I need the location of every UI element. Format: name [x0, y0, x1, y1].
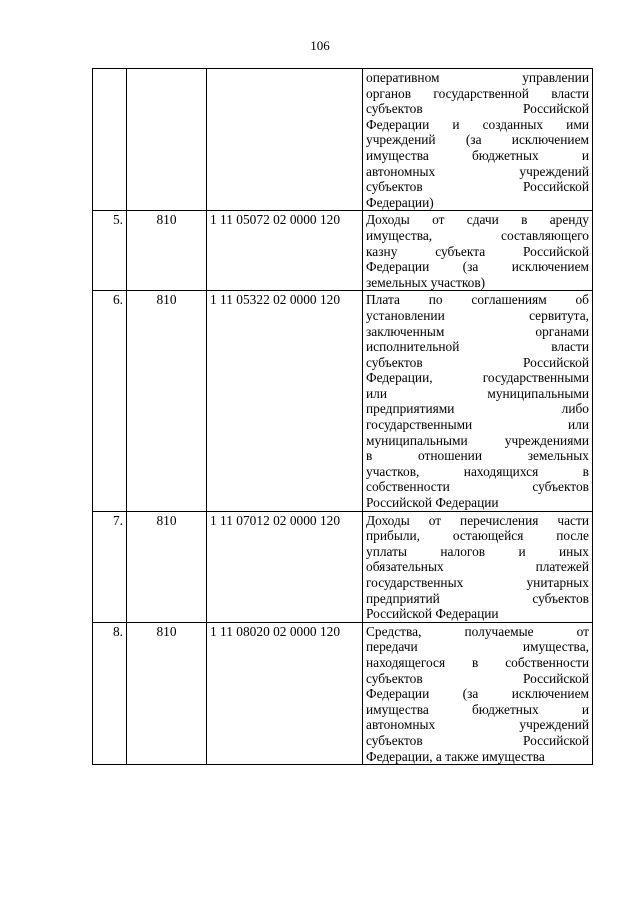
- budget-classification-code-cell: 1 11 08020 02 0000 120: [207, 622, 363, 764]
- revenue-description-cell: [363, 291, 593, 511]
- description-line: исполнительной власти: [366, 339, 589, 355]
- administrator-code-cell: 810: [127, 622, 207, 764]
- description-line: государственными или: [366, 417, 589, 433]
- description-line: государственных унитарных: [366, 575, 589, 590]
- budget-classification-code-cell: 1 11 05072 02 0000 120: [207, 211, 363, 291]
- description-line: находящегося в собственности: [366, 654, 589, 670]
- administrator-code-cell: 810: [127, 211, 207, 291]
- description-line: оперативном управлении: [366, 70, 589, 85]
- description-line: Российской Федерации: [366, 495, 499, 511]
- description-line: Федерации и созданных ими: [366, 116, 589, 132]
- description-line: казну субъекта Российской: [366, 243, 589, 259]
- description-line: участков, находящихся в: [366, 463, 589, 479]
- description-line: предприятий субъектов: [366, 590, 589, 606]
- description-line: имущества бюджетных и: [366, 147, 589, 163]
- description-line: Доходы от перечисления части: [366, 512, 589, 528]
- description-line: Средства, получаемые от: [366, 623, 589, 639]
- budget-classification-code-cell: 1 11 07012 02 0000 120: [207, 511, 363, 622]
- description-line: имущества бюджетных и: [366, 701, 589, 717]
- description-line: прибыли, остающейся после: [366, 528, 589, 544]
- description-line: субъектов Российской: [366, 732, 589, 748]
- administrator-code-cell: 810: [127, 291, 207, 511]
- description-line: Федерации): [366, 194, 434, 210]
- description-line: автономных учреждений: [366, 163, 589, 179]
- description-line: Доходы от сдачи в аренду: [366, 212, 589, 228]
- description-line: учреждений (за исключением: [366, 132, 589, 148]
- description-line: предприятиями либо: [366, 401, 589, 417]
- revenue-description-cell: [363, 622, 593, 764]
- row-number-cell: [93, 69, 127, 211]
- row-number-cell: 5.: [93, 211, 127, 291]
- table-row: [93, 511, 593, 622]
- description-line: земельных участков): [366, 274, 486, 290]
- budget-classification-code-cell: 1 11 05322 02 0000 120: [207, 291, 363, 511]
- description-line: субъектов Российской: [366, 101, 589, 117]
- description-line: субъектов Российской: [366, 179, 589, 195]
- description-line: субъектов Российской: [366, 670, 589, 686]
- description-line: органов государственной власти: [366, 85, 589, 101]
- page-number: 106: [310, 38, 330, 53]
- description-line: обязательных платежей: [366, 559, 589, 575]
- row-number-cell: 7.: [93, 511, 127, 622]
- description-line: Российской Федерации: [366, 606, 499, 622]
- administrator-code-cell: 810: [127, 511, 207, 622]
- table-row: [93, 69, 593, 211]
- row-number-cell: 6.: [93, 291, 127, 511]
- row-number-cell: 8.: [93, 622, 127, 764]
- table-row: [93, 622, 593, 764]
- description-line: Плата по соглашениям об: [366, 292, 589, 308]
- revenue-description-cell: [363, 69, 593, 211]
- revenue-description-cell: [363, 511, 593, 622]
- description-line: Федерации, а также имущества: [366, 748, 545, 764]
- description-line: Федерации (за исключением: [366, 259, 589, 275]
- description-line: имущества, составляющего: [366, 227, 589, 243]
- description-line: заключенным органами: [366, 323, 589, 339]
- description-line: Федерации (за исключением: [366, 686, 589, 702]
- description-line: установлении сервитута,: [366, 307, 589, 323]
- description-line: автономных учреждений: [366, 717, 589, 733]
- description-line: субъектов Российской: [366, 354, 589, 370]
- description-line: Федерации, государственными: [366, 370, 589, 386]
- description-line: муниципальными учреждениями: [366, 432, 589, 448]
- table-row: [93, 211, 593, 291]
- administrator-code-cell: [127, 69, 207, 211]
- revenue-codes-table: [92, 68, 593, 765]
- budget-classification-code-cell: [207, 69, 363, 211]
- revenue-description-cell: [363, 211, 593, 291]
- description-line: собственности субъектов: [366, 479, 589, 495]
- description-line: в отношении земельных: [366, 448, 589, 464]
- description-line: уплаты налогов и иных: [366, 543, 589, 559]
- table-row: [93, 291, 593, 511]
- description-line: или муниципальными: [366, 385, 589, 401]
- description-line: передачи имущества,: [366, 639, 589, 655]
- table-body: [93, 69, 593, 765]
